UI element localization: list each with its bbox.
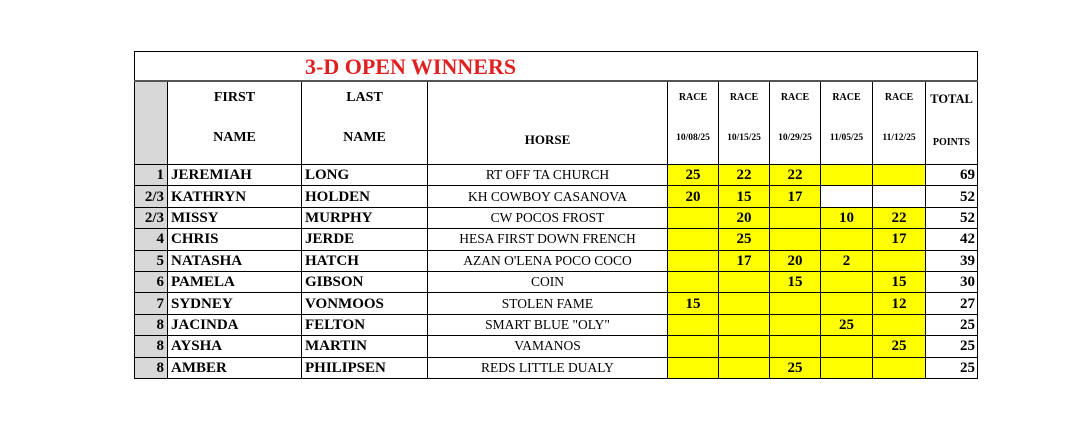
total-points-cell: 25: [926, 314, 978, 335]
first-name-cell: AMBER: [168, 357, 302, 378]
race-points-cell: [668, 229, 719, 250]
race-header-date: 11/05/25: [829, 133, 864, 143]
race-points-cell: [821, 357, 873, 378]
total-points-cell: 27: [926, 293, 978, 314]
rank-cell: 2/3: [135, 207, 168, 228]
last-name-cell: MARTIN: [302, 336, 428, 357]
table-row: [135, 271, 978, 292]
race-points-cell: 25: [873, 336, 926, 357]
race-points-cell: [719, 357, 770, 378]
race-points-cell: [668, 336, 719, 357]
rank-cell: 8: [135, 357, 168, 378]
table-row: [135, 250, 978, 271]
race-points-cell: [873, 186, 926, 207]
race-points-cell: 25: [719, 229, 770, 250]
race-header-2: [719, 81, 770, 165]
rank-cell: 1: [135, 165, 168, 186]
table-row: [135, 357, 978, 378]
total-points-cell: 52: [926, 207, 978, 228]
horse-cell: SMART BLUE "OLY": [428, 314, 668, 335]
race-points-cell: 17: [770, 186, 821, 207]
last-name-cell: MURPHY: [302, 207, 428, 228]
horse-cell: REDS LITTLE DUALY: [428, 357, 668, 378]
page-title: 3-D OPEN WINNERS: [135, 52, 978, 82]
race-points-cell: [873, 314, 926, 335]
last-name-cell: LONG: [302, 165, 428, 186]
table-row: [135, 165, 978, 186]
header-row: [135, 81, 978, 165]
race-points-cell: 15: [719, 186, 770, 207]
race-points-cell: [770, 293, 821, 314]
race-points-cell: 17: [873, 229, 926, 250]
horse-cell: RT OFF TA CHURCH: [428, 165, 668, 186]
race-points-cell: [719, 314, 770, 335]
rank-cell: 8: [135, 314, 168, 335]
horse-cell: AZAN O'LENA POCO COCO: [428, 250, 668, 271]
race-points-cell: [668, 314, 719, 335]
race-points-cell: [719, 271, 770, 292]
last-name-cell: PHILIPSEN: [302, 357, 428, 378]
last-name-header-line2: NAME: [343, 130, 386, 145]
race-points-cell: [873, 250, 926, 271]
race-points-cell: [873, 165, 926, 186]
race-header-label: RACE: [884, 92, 914, 103]
race-header-date: 10/08/25: [676, 133, 710, 143]
table-row: [135, 314, 978, 335]
rank-cell: 4: [135, 229, 168, 250]
first-name-cell: KATHRYN: [168, 186, 302, 207]
total-points-cell: 39: [926, 250, 978, 271]
race-points-cell: [668, 207, 719, 228]
race-header-5: [873, 81, 926, 165]
horse-cell: COIN: [428, 271, 668, 292]
total-points-cell: 52: [926, 186, 978, 207]
race-points-cell: 10: [821, 207, 873, 228]
table-row: [135, 336, 978, 357]
horse-header: [428, 81, 668, 165]
race-header-date: 11/12/25: [882, 133, 916, 143]
first-name-cell: CHRIS: [168, 229, 302, 250]
rank-cell: 5: [135, 250, 168, 271]
race-header-3: [770, 81, 821, 165]
rank-header: [135, 81, 168, 165]
race-points-cell: 17: [719, 250, 770, 271]
total-header-line1: TOTAL: [930, 92, 973, 106]
race-points-cell: 25: [821, 314, 873, 335]
race-header-date: 10/29/25: [778, 133, 812, 143]
total-points-cell: 30: [926, 271, 978, 292]
last-name-cell: VONMOOS: [302, 293, 428, 314]
total-points-cell: 42: [926, 229, 978, 250]
rank-cell: 2/3: [135, 186, 168, 207]
table-row: [135, 186, 978, 207]
total-points-cell: 25: [926, 357, 978, 378]
first-name-cell: NATASHA: [168, 250, 302, 271]
first-name-cell: JEREMIAH: [168, 165, 302, 186]
last-name-header-line1: LAST: [346, 90, 383, 105]
table-row: [135, 229, 978, 250]
race-header-label: RACE: [729, 92, 759, 103]
race-points-cell: [770, 314, 821, 335]
race-points-cell: [770, 336, 821, 357]
horse-cell: KH COWBOY CASANOVA: [428, 186, 668, 207]
horse-cell: STOLEN FAME: [428, 293, 668, 314]
race-points-cell: 15: [873, 271, 926, 292]
first-name-header: [168, 81, 302, 165]
race-points-cell: 25: [770, 357, 821, 378]
race-points-cell: 15: [668, 293, 719, 314]
horse-cell: CW POCOS FROST: [428, 207, 668, 228]
race-points-cell: [873, 357, 926, 378]
table-row: [135, 207, 978, 228]
last-name-cell: JERDE: [302, 229, 428, 250]
race-header-label: RACE: [832, 92, 861, 103]
race-points-cell: 12: [873, 293, 926, 314]
last-name-header: [302, 81, 428, 165]
first-name-header-line1: FIRST: [213, 90, 256, 105]
race-points-cell: [770, 229, 821, 250]
race-header-date: 10/15/25: [727, 133, 761, 143]
horse-cell: VAMANOS: [428, 336, 668, 357]
race-header-label: RACE: [780, 92, 810, 103]
total-points-cell: 69: [926, 165, 978, 186]
first-name-cell: PAMELA: [168, 271, 302, 292]
race-points-cell: [821, 293, 873, 314]
rank-cell: 8: [135, 336, 168, 357]
race-points-cell: [668, 357, 719, 378]
first-name-header-line2: NAME: [213, 130, 256, 145]
first-name-cell: MISSY: [168, 207, 302, 228]
race-header-4: [821, 81, 873, 165]
total-header-line2: POINTS: [932, 137, 971, 148]
race-points-cell: 2: [821, 250, 873, 271]
first-name-cell: JACINDA: [168, 314, 302, 335]
last-name-cell: GIBSON: [302, 271, 428, 292]
table-row: [135, 293, 978, 314]
race-points-cell: [719, 293, 770, 314]
horse-cell: HESA FIRST DOWN FRENCH: [428, 229, 668, 250]
race-header-1: [668, 81, 719, 165]
total-points-cell: 25: [926, 336, 978, 357]
race-points-cell: 22: [873, 207, 926, 228]
first-name-cell: AYSHA: [168, 336, 302, 357]
first-name-cell: SYDNEY: [168, 293, 302, 314]
race-points-cell: [770, 207, 821, 228]
race-points-cell: 15: [770, 271, 821, 292]
last-name-cell: HOLDEN: [302, 186, 428, 207]
race-points-cell: 22: [770, 165, 821, 186]
last-name-cell: FELTON: [302, 314, 428, 335]
standings-table: [134, 51, 978, 379]
race-points-cell: [719, 336, 770, 357]
race-points-cell: [821, 229, 873, 250]
race-header-label: RACE: [678, 92, 708, 103]
total-header: [926, 81, 978, 165]
race-points-cell: [821, 186, 873, 207]
race-points-cell: 20: [668, 186, 719, 207]
race-points-cell: [668, 250, 719, 271]
race-points-cell: 20: [770, 250, 821, 271]
race-points-cell: [821, 271, 873, 292]
last-name-cell: HATCH: [302, 250, 428, 271]
horse-header-label: HORSE: [524, 132, 571, 147]
race-points-cell: 22: [719, 165, 770, 186]
rank-cell: 6: [135, 271, 168, 292]
rank-cell: 7: [135, 293, 168, 314]
race-points-cell: 25: [668, 165, 719, 186]
race-points-cell: [821, 336, 873, 357]
race-points-cell: 20: [719, 207, 770, 228]
race-points-cell: [668, 271, 719, 292]
race-points-cell: [821, 165, 873, 186]
